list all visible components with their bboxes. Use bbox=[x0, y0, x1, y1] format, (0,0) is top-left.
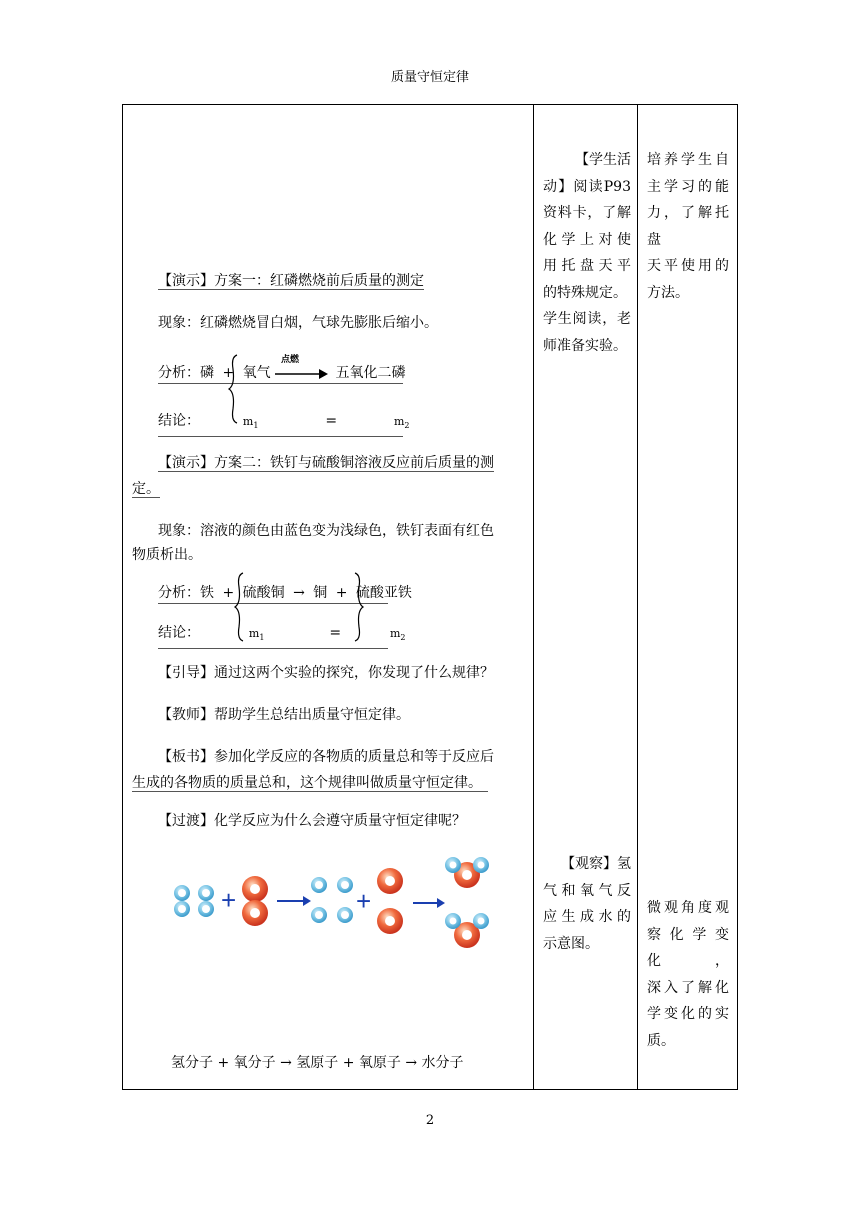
plus-sign: + bbox=[221, 885, 237, 915]
water-formation-diagram bbox=[169, 855, 509, 955]
water-molecule bbox=[445, 857, 489, 888]
hydrogen-atoms bbox=[311, 877, 353, 923]
hydrogen-molecule bbox=[174, 885, 190, 917]
demo1-text: 【演示】方案一：红磷燃烧前后质量的测定 bbox=[158, 273, 424, 289]
guide-text: 【引导】通过这两个实验的探究，你发现了什么规律？ bbox=[158, 665, 494, 681]
oxygen-atoms bbox=[377, 868, 403, 934]
transition-text: 【过渡】化学反应为什么会遵守质量守恒定律呢？ bbox=[158, 813, 466, 829]
phenomenon2-line2: 物质析出。 bbox=[132, 547, 202, 563]
hydrogen-molecule bbox=[198, 885, 214, 917]
conclusion2-row: 结论： $m_1 = m_2$ bbox=[158, 623, 388, 649]
student-observe: 【观察】氢 气和氧气反 应生成水的 示意图。 bbox=[543, 856, 631, 952]
intent-1: 培养学生自 主学习的能 力，了解托盘 天平使用的 方法。 bbox=[647, 152, 729, 301]
lesson-table bbox=[122, 104, 738, 1090]
oxygen-molecule bbox=[242, 876, 268, 926]
phenomenon1-text: 现象：红磷燃烧冒白烟，气球先膨胀后缩小。 bbox=[158, 315, 438, 331]
arrow-icon bbox=[413, 898, 445, 908]
demo2-line1: 【演示】方案二：铁钉与硫酸铜溶液反应前后质量的测 bbox=[158, 455, 494, 471]
column-divider-2 bbox=[637, 105, 638, 1089]
intent-2: 微观角度观 察化学变化， 深入了解化 学变化的实 质。 bbox=[647, 900, 729, 1049]
molecule-caption: 氢分子 + 氧分子 → 氢原子 + 氧原子 → 水分子 bbox=[171, 1055, 464, 1071]
ignite-condition: 点燃 bbox=[281, 355, 300, 365]
analysis2-row: 分析：铁 + 硫酸铜 → 铜 + 硫酸亚铁 bbox=[158, 583, 388, 604]
page-header: 质量守恒定律 bbox=[390, 70, 469, 85]
phenomenon2-line1: 现象：溶液的颜色由蓝色变为浅绿色，铁钉表面有红色 bbox=[158, 523, 494, 539]
page-number: 2 bbox=[425, 1113, 435, 1128]
teacher-text: 【教师】帮助学生总结出质量守恒定律。 bbox=[158, 707, 410, 723]
arrow-icon bbox=[277, 896, 311, 906]
reaction-arrow-1 bbox=[273, 367, 329, 381]
board-line2: 生成的各物质的质量总和，这个规律叫做质量守恒定律。 bbox=[132, 773, 488, 793]
column-divider-1 bbox=[533, 105, 534, 1089]
plus-sign: + bbox=[356, 886, 372, 916]
demo2-line2: 定。 bbox=[132, 481, 160, 497]
student-activity: 【学生活 动】阅读P93 资料卡，了解 化学上对使 用托盘天平 的特殊规定。 学生阅读，老 师准备实验。 bbox=[543, 152, 631, 354]
water-molecule bbox=[445, 913, 489, 948]
board-line1: 【板书】参加化学反应的各物质的质量总和等于反应后 bbox=[158, 749, 494, 765]
conclusion1-row: 结论： $m_1 = m_2$ bbox=[158, 411, 403, 437]
analysis1-row: 分析：磷 + 氧气 五氧化二磷 bbox=[158, 363, 403, 384]
